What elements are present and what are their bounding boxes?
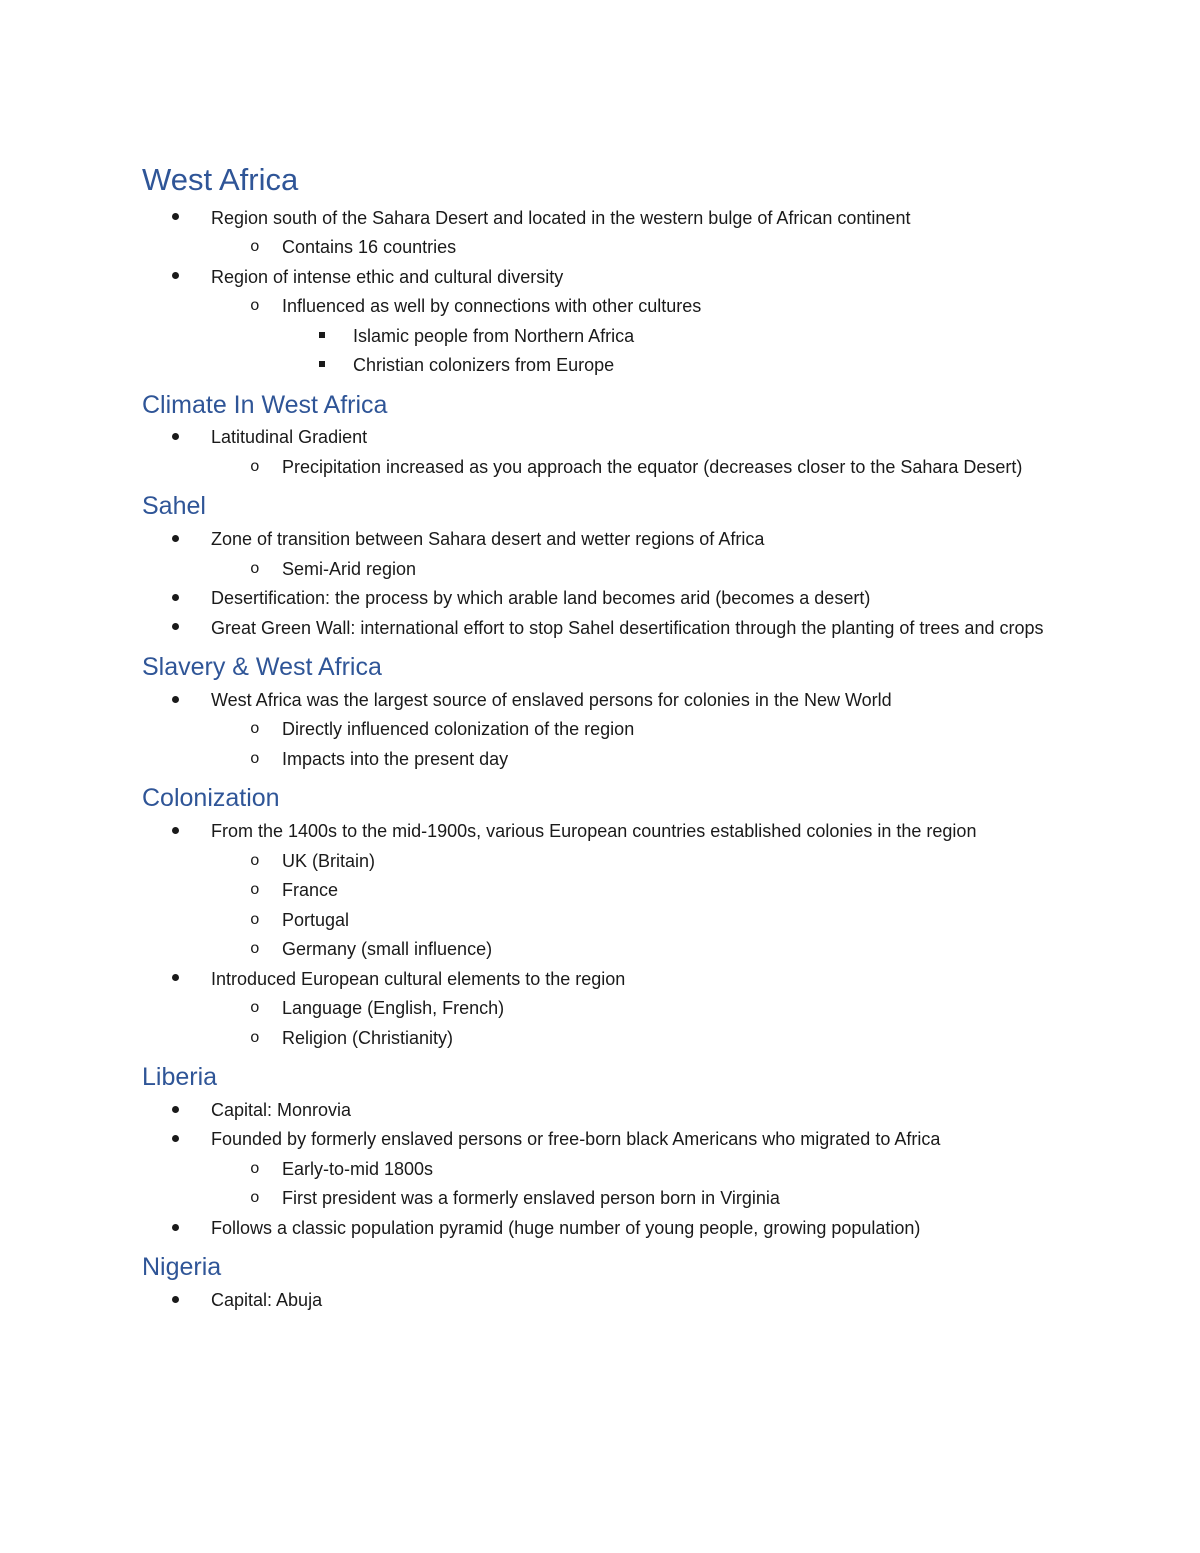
sub-bullet-icon: o bbox=[250, 297, 260, 316]
list-item bbox=[142, 935, 1072, 965]
list-item bbox=[142, 525, 1072, 555]
list-item bbox=[142, 965, 1072, 995]
climate-list bbox=[142, 423, 1072, 482]
bullet-icon bbox=[172, 1286, 179, 1316]
colonization-list bbox=[142, 817, 1072, 1053]
list-item bbox=[142, 204, 1072, 234]
bullet-icon bbox=[172, 204, 179, 234]
list-item bbox=[142, 715, 1072, 745]
list-item bbox=[142, 263, 1072, 293]
sub-bullet-icon: o bbox=[250, 749, 260, 768]
list-item-text: Christian colonizers from Europe bbox=[353, 355, 615, 376]
list-item bbox=[142, 1125, 1072, 1155]
square-bullet-icon bbox=[319, 322, 325, 352]
nigeria-list bbox=[142, 1286, 1072, 1316]
list-item bbox=[142, 423, 1072, 453]
list-item-text: Language (English, French) bbox=[282, 998, 505, 1019]
list-item-text: West Africa was the largest source of enslaved persons for colonies in the New World bbox=[211, 689, 892, 710]
list-item bbox=[142, 876, 1072, 906]
sub-bullet-icon: o bbox=[250, 1028, 260, 1047]
list-item-text: Region of intense ethic and cultural diversity bbox=[211, 266, 564, 287]
list-item bbox=[142, 322, 1072, 352]
bullet-icon bbox=[172, 965, 179, 995]
list-item bbox=[142, 292, 1072, 322]
list-item-text: Influenced as well by connections with other cultures bbox=[282, 296, 702, 317]
list-item-text: Great Green Wall: international effort to stop Sahel desertification through the planting of trees and crops bbox=[211, 617, 1044, 638]
list-item-text: Founded by formerly enslaved persons or free-born black Americans who migrated to Africa bbox=[211, 1129, 941, 1150]
sub-bullet-icon: o bbox=[250, 1159, 260, 1178]
list-item bbox=[142, 614, 1072, 644]
bullet-icon bbox=[172, 1096, 179, 1126]
list-item-text: Latitudinal Gradient bbox=[211, 427, 368, 448]
list-item bbox=[142, 1184, 1072, 1214]
list-item-text: Capital: Abuja bbox=[211, 1290, 323, 1311]
bullet-icon bbox=[172, 817, 179, 847]
list-item bbox=[142, 1155, 1072, 1185]
bullet-icon bbox=[172, 686, 179, 716]
list-item-text: Semi-Arid region bbox=[282, 558, 417, 579]
page-title: West Africa bbox=[142, 162, 299, 197]
list-item-text: Germany (small influence) bbox=[282, 939, 493, 960]
sub-bullet-icon: o bbox=[250, 999, 260, 1018]
sub-bullet-icon: o bbox=[250, 881, 260, 900]
list-item bbox=[142, 686, 1072, 716]
list-item bbox=[142, 555, 1072, 585]
sub-bullet-icon: o bbox=[250, 238, 260, 257]
section-heading-nigeria: Nigeria bbox=[142, 1253, 222, 1282]
list-item-text: Impacts into the present day bbox=[282, 748, 509, 769]
list-item bbox=[142, 745, 1072, 775]
intro-list bbox=[142, 204, 1072, 381]
list-item bbox=[142, 351, 1072, 381]
bullet-icon bbox=[172, 1125, 179, 1155]
bullet-icon bbox=[172, 423, 179, 453]
list-item bbox=[142, 584, 1072, 614]
list-item bbox=[142, 847, 1072, 877]
list-item bbox=[142, 233, 1072, 263]
list-item-text: Desertification: the process by which arable land becomes arid (becomes a desert) bbox=[211, 588, 871, 609]
section-heading-colonization: Colonization bbox=[142, 784, 280, 813]
sahel-list bbox=[142, 525, 1072, 643]
list-item-text: Precipitation increased as you approach the equator (decreases closer to the Sahara Desert) bbox=[282, 456, 1023, 477]
sub-bullet-icon: o bbox=[250, 940, 260, 959]
list-item-text: Religion (Christianity) bbox=[282, 1027, 454, 1048]
sub-bullet-icon: o bbox=[250, 457, 260, 476]
list-item-text: UK (Britain) bbox=[282, 850, 376, 871]
list-item-text: Capital: Monrovia bbox=[211, 1099, 352, 1120]
list-item-text: France bbox=[282, 880, 339, 901]
list-item-text: Portugal bbox=[282, 909, 350, 930]
document-page bbox=[142, 162, 1072, 1316]
list-item-text: Follows a classic population pyramid (huge number of young people, growing population) bbox=[211, 1217, 921, 1238]
slavery-list bbox=[142, 686, 1072, 775]
sub-bullet-icon: o bbox=[250, 720, 260, 739]
sub-bullet-icon: o bbox=[250, 1189, 260, 1208]
section-heading-sahel: Sahel bbox=[142, 492, 206, 521]
list-item bbox=[142, 1024, 1072, 1054]
liberia-list bbox=[142, 1096, 1072, 1244]
list-item bbox=[142, 1096, 1072, 1126]
list-item-text: Contains 16 countries bbox=[282, 237, 457, 258]
list-item-text: Zone of transition between Sahara desert and wetter regions of Africa bbox=[211, 529, 765, 550]
list-item-text: From the 1400s to the mid-1900s, various European countries established colonies in the region bbox=[211, 821, 977, 842]
list-item-text: First president was a formerly enslaved person born in Virginia bbox=[282, 1188, 780, 1209]
list-item bbox=[142, 453, 1072, 483]
bullet-icon bbox=[172, 584, 179, 614]
list-item-text: Introduced European cultural elements to the region bbox=[211, 968, 626, 989]
list-item bbox=[142, 994, 1072, 1024]
square-bullet-icon bbox=[319, 351, 325, 381]
section-heading-liberia: Liberia bbox=[142, 1063, 218, 1092]
section-heading-climate: Climate In West Africa bbox=[142, 390, 388, 419]
section-heading-slavery: Slavery & West Africa bbox=[142, 653, 382, 682]
list-item-text: Region south of the Sahara Desert and located in the western bulge of African continent bbox=[211, 207, 911, 228]
list-item bbox=[142, 1286, 1072, 1316]
list-item-text: Early-to-mid 1800s bbox=[282, 1158, 434, 1179]
bullet-icon bbox=[172, 1214, 179, 1244]
list-item bbox=[142, 817, 1072, 847]
bullet-icon bbox=[172, 525, 179, 555]
list-item bbox=[142, 1214, 1072, 1244]
list-item bbox=[142, 906, 1072, 936]
bullet-icon bbox=[172, 614, 179, 644]
list-item-text: Directly influenced colonization of the region bbox=[282, 719, 635, 740]
sub-bullet-icon: o bbox=[250, 910, 260, 929]
list-item-text: Islamic people from Northern Africa bbox=[353, 325, 635, 346]
sub-bullet-icon: o bbox=[250, 559, 260, 578]
bullet-icon bbox=[172, 263, 179, 293]
sub-bullet-icon: o bbox=[250, 851, 260, 870]
